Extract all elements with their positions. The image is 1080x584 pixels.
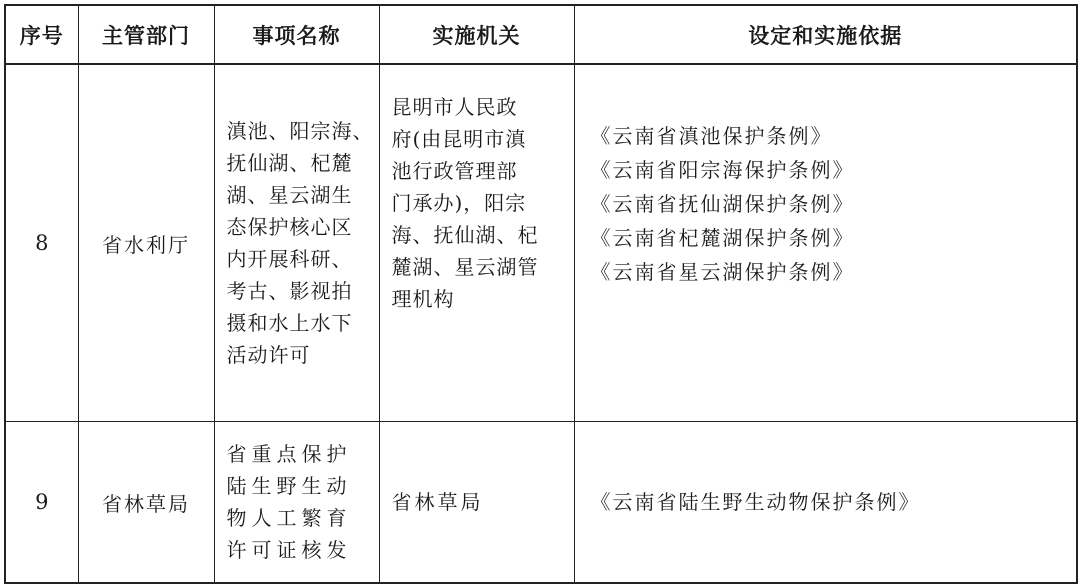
cell-legal-basis bbox=[574, 422, 1077, 584]
header-row bbox=[5, 5, 1077, 64]
header-item-name: 事项名称 bbox=[214, 5, 379, 64]
cell-legal-basis bbox=[574, 64, 1077, 422]
item-line: 态保护核心区 bbox=[226, 215, 353, 239]
basis-line: 《云南省星云湖保护条例》 bbox=[590, 260, 855, 284]
basis-line: 《云南省阳宗海保护条例》 bbox=[590, 158, 855, 182]
cell-department: 省林草局 bbox=[78, 422, 214, 584]
item-line: 摄和水上水下 bbox=[226, 311, 353, 335]
item-line: 抚仙湖、杞麓 bbox=[226, 151, 353, 175]
agency-line: 麓湖、星云湖管 bbox=[391, 255, 539, 279]
item-line: 省重点保护 bbox=[226, 442, 352, 466]
regulation-table bbox=[4, 4, 1078, 584]
cell-implementing-agency bbox=[379, 64, 574, 422]
cell-department: 省水利厅 bbox=[78, 64, 214, 422]
table-row bbox=[5, 422, 1077, 584]
header-legal-basis: 设定和实施依据 bbox=[574, 5, 1077, 64]
basis-line: 《云南省陆生野生动物保护条例》 bbox=[590, 490, 921, 514]
item-line: 许可证核发 bbox=[226, 538, 352, 562]
basis-line: 《云南省杞麓湖保护条例》 bbox=[590, 226, 855, 250]
agency-line: 池行政管理部 bbox=[391, 159, 518, 183]
agency-line: 理机构 bbox=[391, 287, 455, 311]
header-serial: 序号 bbox=[5, 5, 78, 64]
basis-line: 《云南省抚仙湖保护条例》 bbox=[590, 192, 855, 216]
item-line: 陆生野生动 bbox=[226, 474, 352, 498]
header-department: 主管部门 bbox=[78, 5, 214, 64]
agency-line: 海、抚仙湖、杞 bbox=[391, 223, 539, 247]
item-line: 考古、影视拍 bbox=[226, 279, 353, 303]
agency-line: 昆明市人民政 bbox=[391, 95, 518, 119]
cell-implementing-agency bbox=[379, 422, 574, 584]
cell-serial: 9 bbox=[5, 422, 78, 584]
agency-line: 府(由昆明市滇 bbox=[391, 127, 527, 151]
item-line: 湖、星云湖生 bbox=[226, 183, 353, 207]
item-line: 滇池、阳宗海、 bbox=[226, 119, 374, 143]
header-implementing-agency: 实施机关 bbox=[379, 5, 574, 64]
cell-item-name bbox=[214, 64, 379, 422]
item-line: 物人工繁育 bbox=[226, 506, 352, 530]
item-line: 内开展科研、 bbox=[226, 247, 353, 271]
agency-line: 省林草局 bbox=[391, 490, 484, 514]
agency-line: 门承办)，阳宗 bbox=[391, 191, 527, 215]
cell-item-name bbox=[214, 422, 379, 584]
basis-line: 《云南省滇池保护条例》 bbox=[590, 124, 833, 148]
table-row bbox=[5, 64, 1077, 422]
cell-serial: 8 bbox=[5, 64, 78, 422]
item-line: 活动许可 bbox=[226, 343, 311, 367]
